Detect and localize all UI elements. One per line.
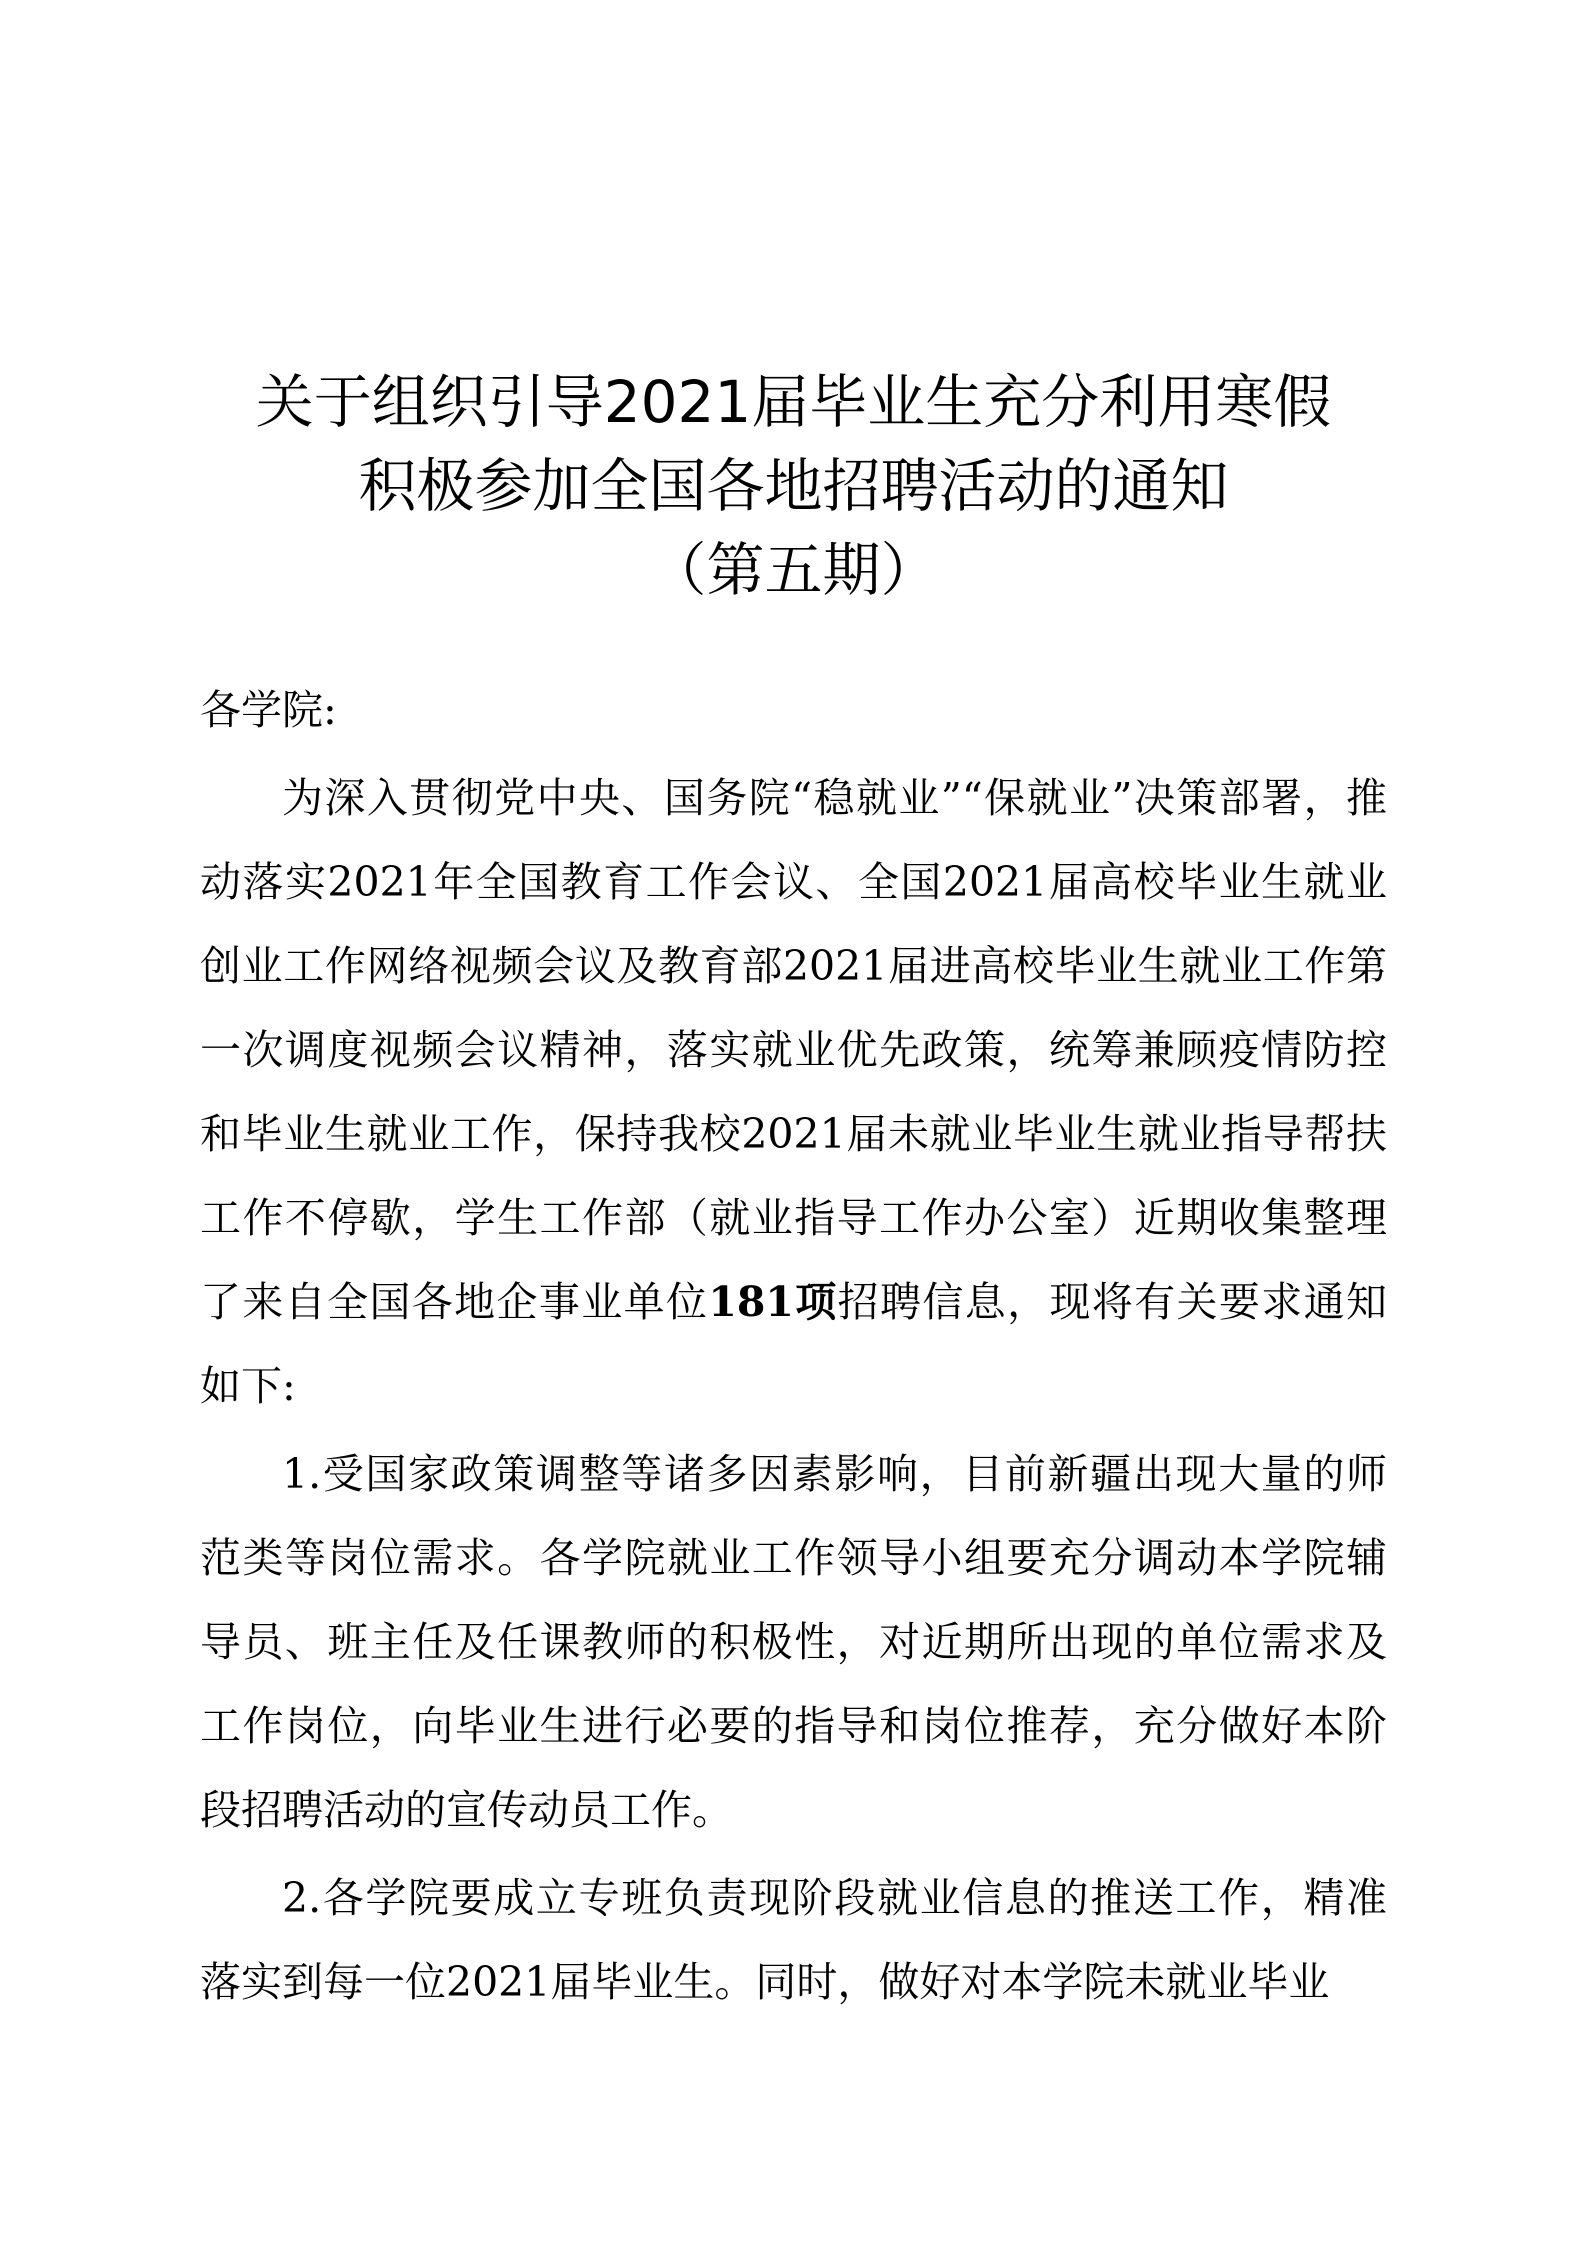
title-line-3: （第五期）	[648, 536, 939, 604]
intro-text-part2: 招聘信息，现将有关要求通知如下:	[200, 1278, 1387, 1410]
title-line-2: 积极参加全国各地招聘活动的通知	[358, 452, 1229, 520]
intro-text-part1: 为深入贯彻党中央、国务院“稳就业”“保就业”决策部署，推动落实2021年全国教育工作会议、全国2021届高校毕业生就业创业工作网络视频会议及教育部2021届进高校毕业生就业工作第一次调度视频会议精神，落实就业优先政策，统筹兼顾疫情防控和毕业生就业工作，保持我校2021届未就业毕业生就业指导帮扶工作不停歇，学生工作部（就业指导工作办公室）近期收集整理了来自全国各地企事业单位	[200, 774, 1387, 1326]
intro-highlight-count: 181项	[708, 1278, 838, 1326]
document-title	[0, 360, 1587, 612]
salutation: 各学院:	[200, 686, 337, 734]
document-body	[200, 668, 1387, 2024]
title-line-1: 关于组织引导2021届毕业生充分利用寒假	[255, 368, 1332, 436]
list-item-2: 2.各学院要成立专班负责现阶段就业信息的推送工作，精准落实到每一位2021届毕业生。同时，做好对本学院未就业毕业	[200, 1874, 1387, 2006]
intro-paragraph	[200, 756, 1387, 1428]
list-item-1: 1.受国家政策调整等诸多因素影响，目前新疆出现大量的师范类等岗位需求。各学院就业工作领导小组要充分调动本学院辅导员、班主任及任课教师的积极性，对近期所出现的单位需求及工作岗位，向毕业生进行必要的指导和岗位推荐，充分做好本阶段招聘活动的宣传动员工作。	[200, 1450, 1387, 1834]
